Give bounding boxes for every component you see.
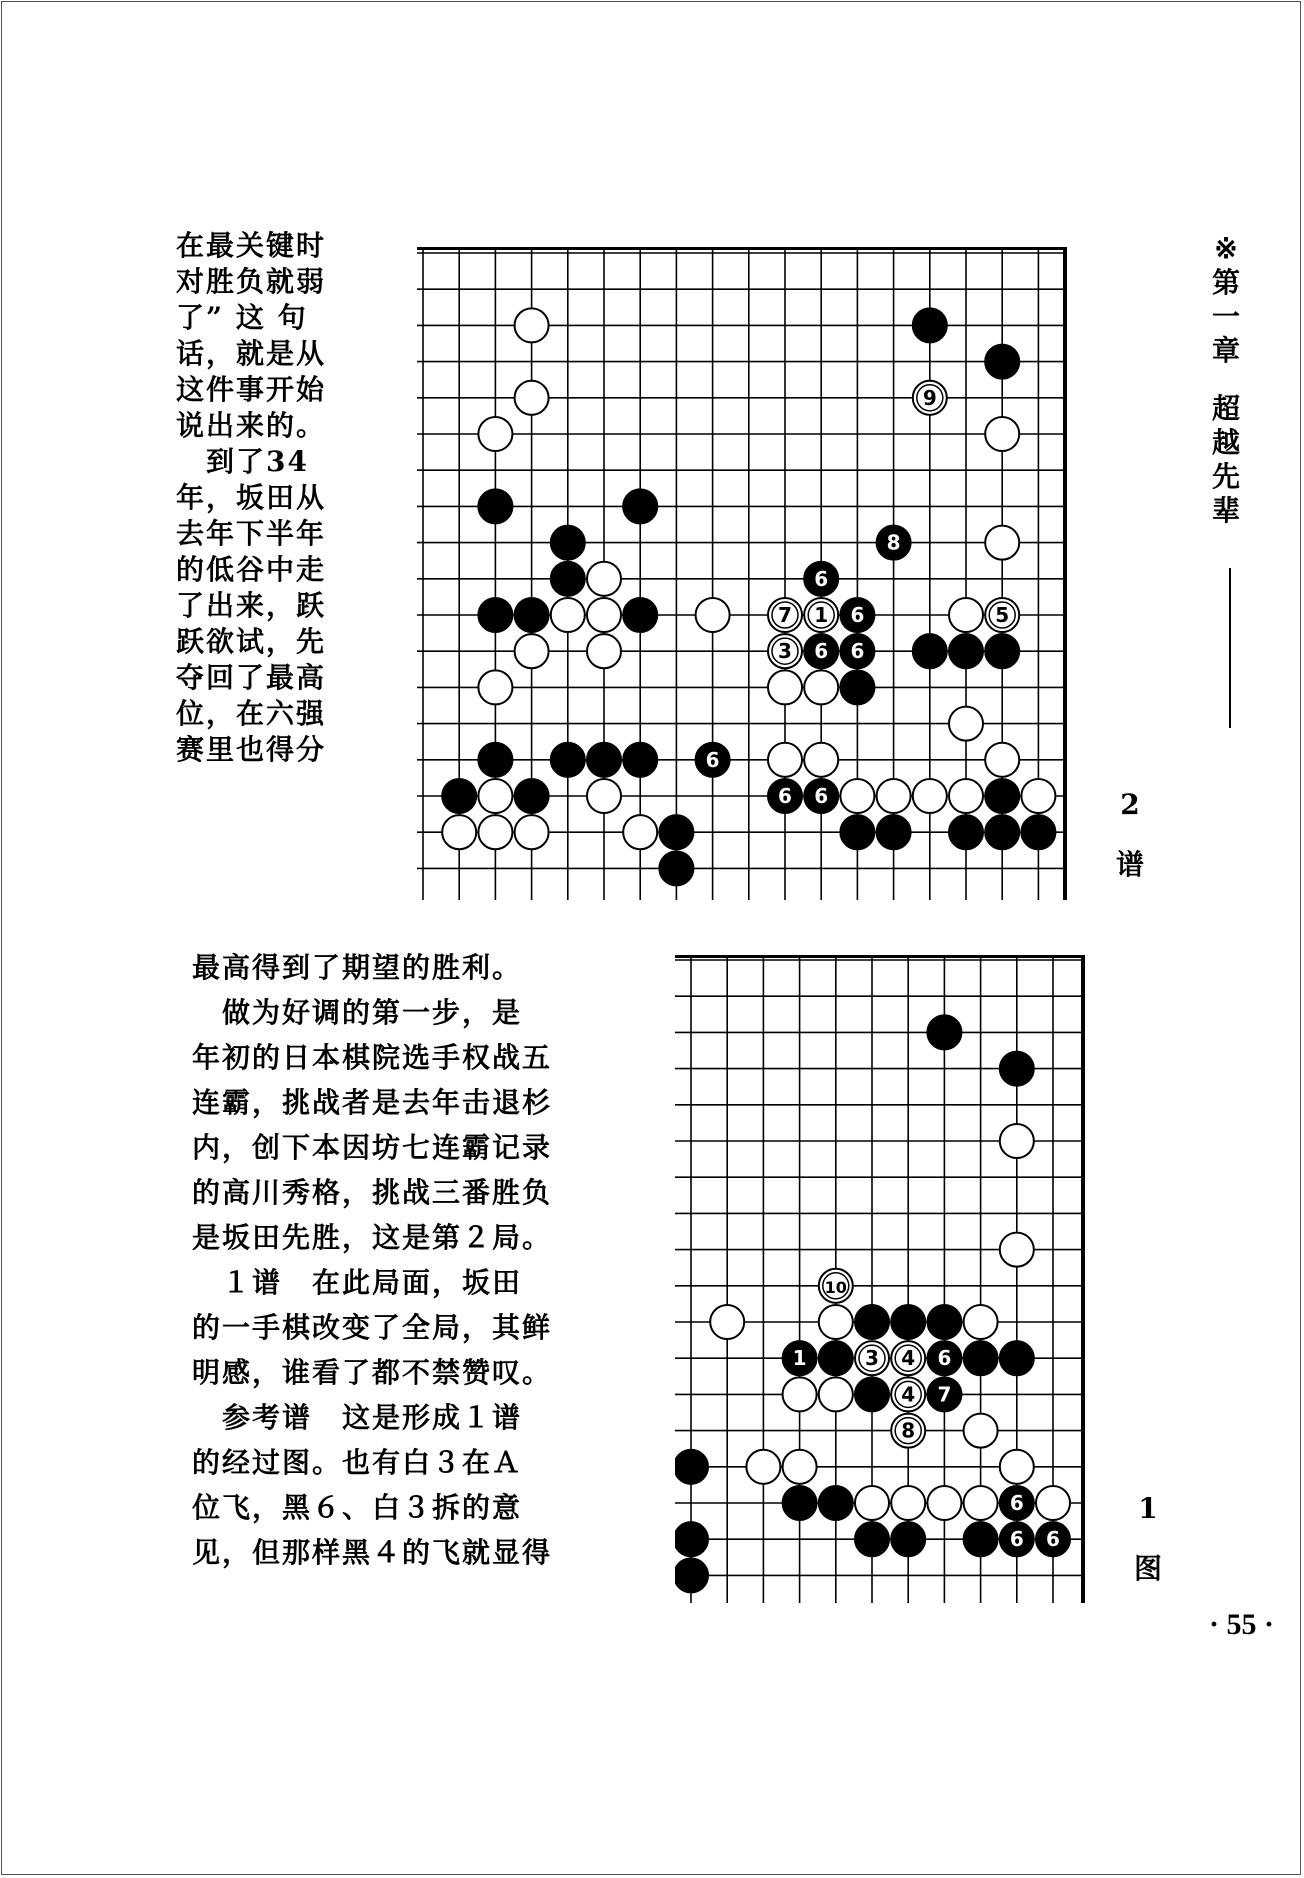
- black-stone: [985, 345, 1019, 379]
- black-stone: [675, 1522, 708, 1556]
- white-stone: [964, 1486, 998, 1520]
- move-number: 7: [937, 1382, 952, 1407]
- black-stone: [515, 598, 549, 632]
- top-text-line: 位，在六强: [176, 697, 327, 730]
- black-stone: [551, 562, 585, 596]
- black-stone: [1000, 1522, 1034, 1556]
- white-stone: [855, 1341, 889, 1375]
- white-stone: [985, 598, 1019, 632]
- header-symbol: ※: [1214, 232, 1238, 265]
- top-text-line: 了出来，跃: [176, 589, 327, 622]
- black-stone: [783, 1341, 817, 1375]
- text-column-bottom: [192, 945, 622, 1575]
- move-number: 3: [865, 1346, 879, 1371]
- black-stone: [783, 1486, 817, 1520]
- title-char-1: 超: [1211, 392, 1240, 425]
- go-board-bottom-svg: [675, 955, 1085, 1603]
- title-char-4: 辈: [1211, 494, 1240, 527]
- move-number: 6: [814, 784, 829, 808]
- white-stone: [819, 1305, 853, 1339]
- move-number: 6: [814, 566, 829, 591]
- top-text-line: 话，就是从: [176, 337, 327, 370]
- bottom-text-line: 是坂田先胜，这是第２局。: [192, 1221, 553, 1254]
- title-char-3: 先: [1211, 460, 1240, 493]
- move-number: 6: [705, 747, 720, 772]
- bottom-text-line: 做为好调的第一步，是: [192, 996, 523, 1029]
- black-stone: [949, 634, 983, 668]
- chapter-char-2: 一: [1211, 300, 1240, 333]
- black-stone: [1036, 1522, 1070, 1556]
- black-stone: [819, 1341, 853, 1375]
- white-stone: [1036, 1486, 1070, 1520]
- diagram-top-kind: 谱: [1115, 848, 1144, 881]
- chapter-char-1: 第: [1211, 266, 1240, 299]
- chapter-header: [1206, 232, 1246, 528]
- black-stone: [877, 815, 911, 849]
- white-stone: [478, 779, 512, 813]
- move-number: 3: [778, 639, 792, 664]
- white-stone: [768, 634, 802, 668]
- white-stone: [913, 779, 947, 813]
- white-stone: [1000, 1124, 1034, 1158]
- black-stone: [855, 1305, 889, 1339]
- white-stone: [515, 815, 549, 849]
- move-number: 8: [901, 1418, 916, 1443]
- top-text-line: 到了34: [176, 445, 309, 478]
- white-stone: [515, 381, 549, 415]
- diagram-top-label: [1110, 788, 1150, 883]
- white-stone: [478, 417, 512, 451]
- black-stone: [515, 779, 549, 813]
- white-stone: [964, 1414, 998, 1448]
- white-stone: [442, 815, 476, 849]
- move-number: 6: [814, 639, 829, 664]
- black-stone: [804, 779, 838, 813]
- black-stone: [964, 1522, 998, 1556]
- white-stone: [478, 670, 512, 704]
- top-text-line: 说出来的。: [176, 409, 327, 442]
- black-stone: [442, 779, 476, 813]
- black-stone: [949, 815, 983, 849]
- white-stone: [515, 308, 549, 342]
- top-text-line: 夺回了最高: [176, 661, 327, 694]
- bottom-text-line: 的经过图。也有白３在Ａ: [192, 1446, 523, 1479]
- white-stone: [1000, 1450, 1034, 1484]
- black-stone: [985, 634, 1019, 668]
- white-stone: [623, 815, 657, 849]
- bottom-text-line: 内，创下本因坊七连霸记录: [192, 1131, 553, 1164]
- move-number: 6: [1009, 1527, 1024, 1552]
- white-stone: [819, 1377, 853, 1411]
- black-stone: [478, 489, 512, 523]
- white-stone: [949, 779, 983, 813]
- white-stone: [1021, 779, 1055, 813]
- move-number: 6: [1009, 1491, 1024, 1515]
- white-stone: [587, 562, 621, 596]
- diagram-bottom-number: 1: [1138, 1492, 1158, 1525]
- move-number: 1: [814, 603, 829, 627]
- black-stone: [804, 634, 838, 668]
- white-stone: [783, 1450, 817, 1484]
- top-text-line: 了” 这 句: [176, 301, 308, 334]
- black-stone: [623, 598, 657, 632]
- top-text-line: 的低谷中走: [176, 553, 327, 586]
- black-stone: [985, 779, 1019, 813]
- black-stone: [840, 670, 874, 704]
- bottom-text-line: 的高川秀格，挑战三番胜负: [192, 1176, 553, 1209]
- black-stone: [927, 1015, 961, 1049]
- black-stone: [804, 562, 838, 596]
- text-column-top: [176, 228, 356, 768]
- white-stone: [768, 743, 802, 777]
- move-number: 5: [995, 603, 1010, 627]
- go-board-top-svg: [417, 247, 1067, 900]
- move-number: 6: [850, 639, 865, 664]
- go-board-top: [417, 247, 1067, 900]
- black-stone: [855, 1522, 889, 1556]
- diagram-bottom-label: [1128, 1492, 1168, 1587]
- white-stone: [985, 417, 1019, 451]
- black-stone: [659, 851, 693, 885]
- white-stone: [877, 779, 911, 813]
- bottom-text-line: 位飞，黑６、白３拆的意: [192, 1491, 523, 1524]
- go-board-bottom: [675, 955, 1085, 1603]
- bottom-text-line: 连霸，挑战者是去年击退杉: [192, 1086, 553, 1119]
- black-stone: [551, 743, 585, 777]
- white-stone: [964, 1305, 998, 1339]
- white-stone: [985, 526, 1019, 560]
- black-stone: [478, 598, 512, 632]
- black-stone: [675, 1558, 708, 1592]
- bottom-text-line: １谱 在此局面，坂田: [192, 1266, 523, 1299]
- black-stone: [877, 526, 911, 560]
- white-stone: [478, 815, 512, 849]
- white-stone: [949, 598, 983, 632]
- move-number: 6: [937, 1346, 952, 1371]
- move-number: 7: [778, 603, 792, 627]
- move-number: 1: [792, 1346, 807, 1371]
- chapter-char-3: 章: [1211, 334, 1240, 367]
- white-stone: [515, 634, 549, 668]
- move-number: 6: [778, 784, 792, 808]
- move-number: 8: [886, 530, 901, 555]
- top-text-line: 跃欲试，先: [176, 625, 327, 658]
- title-char-2: 越: [1211, 426, 1240, 459]
- white-stone: [927, 1486, 961, 1520]
- black-stone: [913, 308, 947, 342]
- chapter-divider: [1229, 568, 1231, 728]
- white-stone: [985, 743, 1019, 777]
- white-stone: [551, 598, 585, 632]
- diagram-bottom-kind: 图: [1133, 1552, 1162, 1585]
- white-stone: [804, 598, 838, 632]
- white-stone: [819, 1269, 853, 1303]
- black-stone: [659, 815, 693, 849]
- bottom-text-line: 最高得到了期望的胜利。: [192, 951, 523, 984]
- move-number: 10: [824, 1277, 847, 1297]
- bottom-text-line: 见，但那样黑４的飞就显得: [192, 1536, 553, 1569]
- black-stone: [623, 743, 657, 777]
- diagram-top-number: 2: [1120, 788, 1140, 821]
- top-text-line: 在最关键时: [176, 229, 327, 262]
- white-stone: [949, 707, 983, 741]
- white-stone: [891, 1414, 925, 1448]
- white-stone: [840, 779, 874, 813]
- black-stone: [855, 1377, 889, 1411]
- black-stone: [623, 489, 657, 523]
- move-number: 9: [922, 385, 937, 410]
- white-stone: [587, 634, 621, 668]
- white-stone: [855, 1486, 889, 1520]
- white-stone: [768, 598, 802, 632]
- black-stone: [1021, 815, 1055, 849]
- white-stone: [587, 598, 621, 632]
- move-number: 4: [901, 1382, 916, 1407]
- black-stone: [927, 1341, 961, 1375]
- black-stone: [819, 1486, 853, 1520]
- black-stone: [1000, 1486, 1034, 1520]
- white-stone: [710, 1305, 744, 1339]
- white-stone: [891, 1377, 925, 1411]
- white-stone: [891, 1341, 925, 1375]
- white-stone: [768, 670, 802, 704]
- black-stone: [478, 743, 512, 777]
- bottom-text-line: 参考谱 这是形成１谱: [192, 1401, 523, 1434]
- black-stone: [840, 815, 874, 849]
- black-stone: [768, 779, 802, 813]
- black-stone: [927, 1377, 961, 1411]
- top-text-line: 这件事开始: [176, 373, 327, 406]
- white-stone: [1000, 1233, 1034, 1267]
- white-stone: [804, 743, 838, 777]
- black-stone: [675, 1450, 708, 1484]
- top-text-line: 年，坂田从: [176, 481, 327, 514]
- black-stone: [587, 743, 621, 777]
- white-stone: [746, 1450, 780, 1484]
- move-number: 4: [901, 1346, 916, 1371]
- page-number: · 55 ·: [1208, 1608, 1274, 1641]
- black-stone: [1000, 1341, 1034, 1375]
- black-stone: [913, 634, 947, 668]
- black-stone: [1000, 1052, 1034, 1086]
- top-text-line: 对胜负就弱: [176, 265, 327, 298]
- white-stone: [783, 1377, 817, 1411]
- black-stone: [891, 1522, 925, 1556]
- top-text-line: 去年下半年: [176, 517, 327, 550]
- bottom-text-line: 的一手棋改变了全局，其鲜: [192, 1311, 553, 1344]
- white-stone: [913, 381, 947, 415]
- black-stone: [927, 1305, 961, 1339]
- black-stone: [696, 743, 730, 777]
- move-number: 6: [850, 603, 865, 627]
- black-stone: [840, 634, 874, 668]
- bottom-text-line: 年初的日本棋院选手权战五: [192, 1041, 553, 1074]
- black-stone: [840, 598, 874, 632]
- black-stone: [551, 526, 585, 560]
- white-stone: [587, 779, 621, 813]
- move-number: 6: [1046, 1527, 1060, 1552]
- white-stone: [804, 670, 838, 704]
- black-stone: [964, 1341, 998, 1375]
- black-stone: [891, 1305, 925, 1339]
- white-stone: [891, 1486, 925, 1520]
- white-stone: [696, 598, 730, 632]
- black-stone: [985, 815, 1019, 849]
- top-text-line: 赛里也得分: [176, 733, 327, 766]
- bottom-text-line: 明感，谁看了都不禁赞叹。: [192, 1356, 553, 1389]
